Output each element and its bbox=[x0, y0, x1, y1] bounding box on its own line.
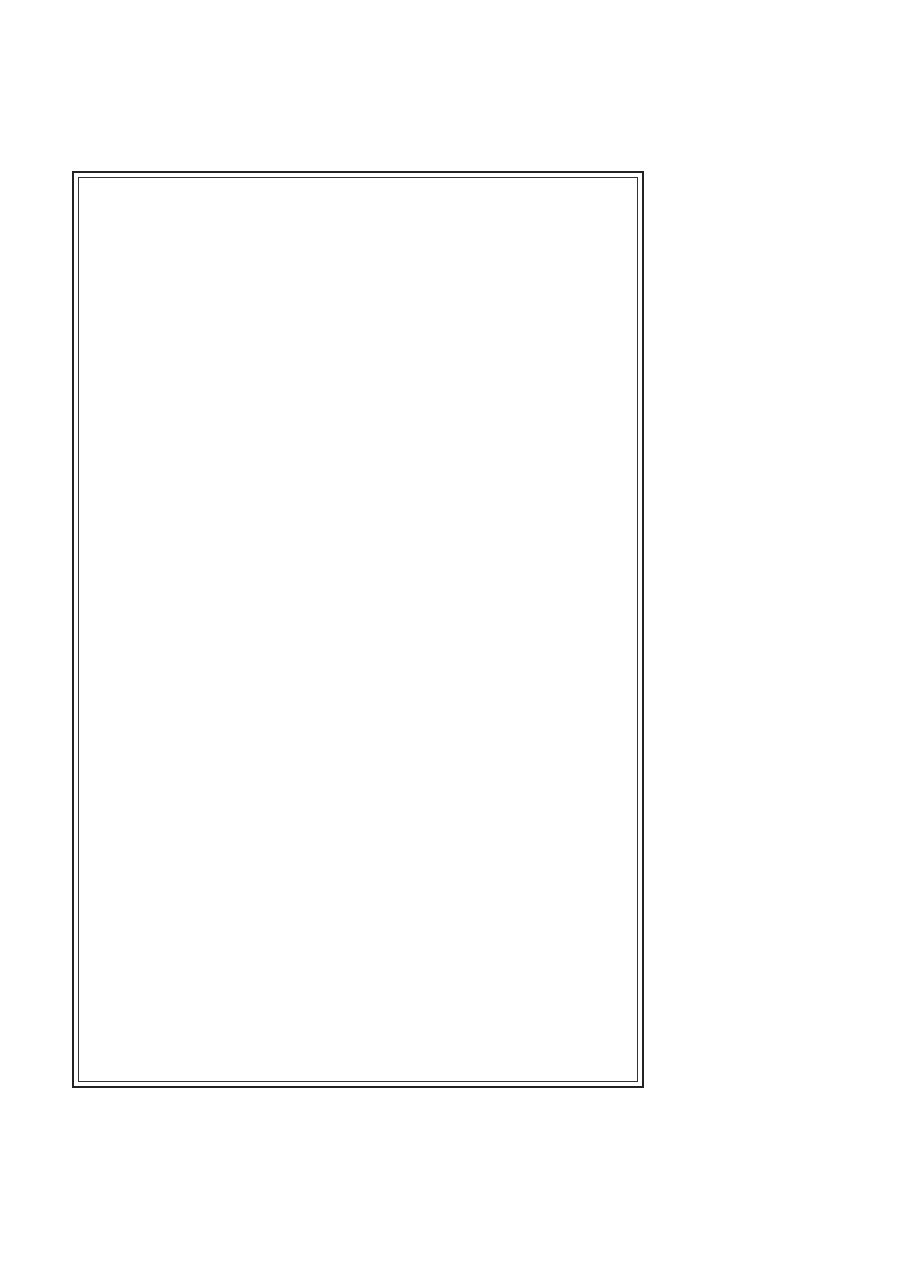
commentary-frame bbox=[72, 171, 644, 1088]
commentary-frame-inner-border bbox=[78, 177, 638, 1082]
